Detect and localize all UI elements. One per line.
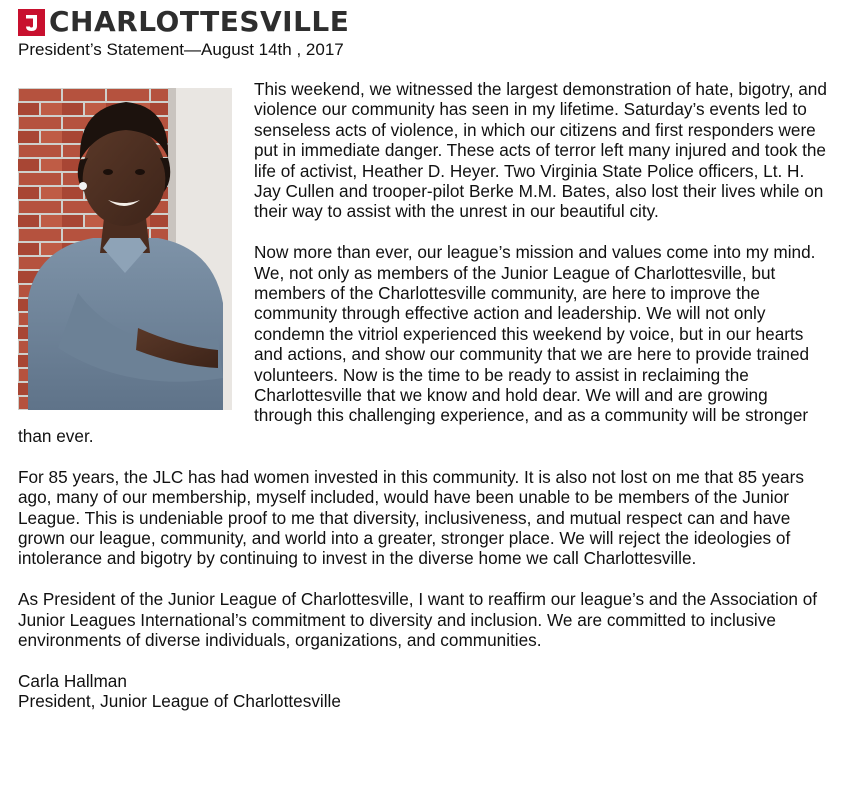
statement-subtitle: President’s Statement—August 14th , 2017 — [18, 40, 344, 59]
brand-name: CHARLOTTESVILLE — [49, 5, 350, 38]
paragraph: Now more than ever, our league’s mission and values come into my mind. We, not only as members of the Junior League of Charlottesville, but members of the Charlottesville community, are here to improve the community through effective action and leadership. We will not only condemn the vitriol experienced this weekend by voice, but in our hearts and actions, and show our community that we are here to provide trained volunteers. Now is the time to be ready to assist in reclaiming the Charlottesville that we know and hold dear. We will and are growing through this challenging experience, and as a community will be stronger than ever. — [18, 242, 816, 446]
brand-logo — [18, 6, 828, 38]
jl-logo-icon — [18, 9, 45, 36]
paragraph: This weekend, we witnessed the largest demonstration of hate, bigotry, and violence our community has seen in my lifetime. Saturday’s events led to senseless acts of violence, in which our citizens and first responders were put in immediate danger. These acts of terror left many injured and took the life of activist, Heather D. Heyer. Two Virginia State Police officers, Lt. H. Jay Cullen and trooper-pilot Berke M.M. Bates, also lost their lives while on their way to assist with the unrest in our beautiful city. — [254, 79, 827, 222]
paragraph: As President of the Junior League of Charlottesville, I want to reaffirm our league’s and the Association of Junior Leagues International’s commitment to diversity and inclusion. We are committed to inclusive environments of diverse individuals, organizations, and communities. — [18, 589, 818, 650]
signature-block — [18, 671, 830, 712]
statement-body — [18, 79, 830, 712]
signature-title: President, Junior League of Charlottesville — [18, 691, 341, 712]
header — [18, 6, 828, 60]
paragraph: For 85 years, the JLC has had women invested in this community. It is also not lost on me that 85 years ago, many of our membership, myself included, would have been unable to be members of the Junior League. This is undeniable proof to me that diversity, inclusiveness, and mutual respect can and have grown our league, community, and world into a greater, stronger place. We will reject the ideologies of intolerance and bigotry by continuing to invest in the diverse home we call Charlottesville. — [18, 466, 804, 569]
photo-float-spacer — [18, 79, 254, 414]
signature-name: Carla Hallman — [18, 670, 127, 691]
